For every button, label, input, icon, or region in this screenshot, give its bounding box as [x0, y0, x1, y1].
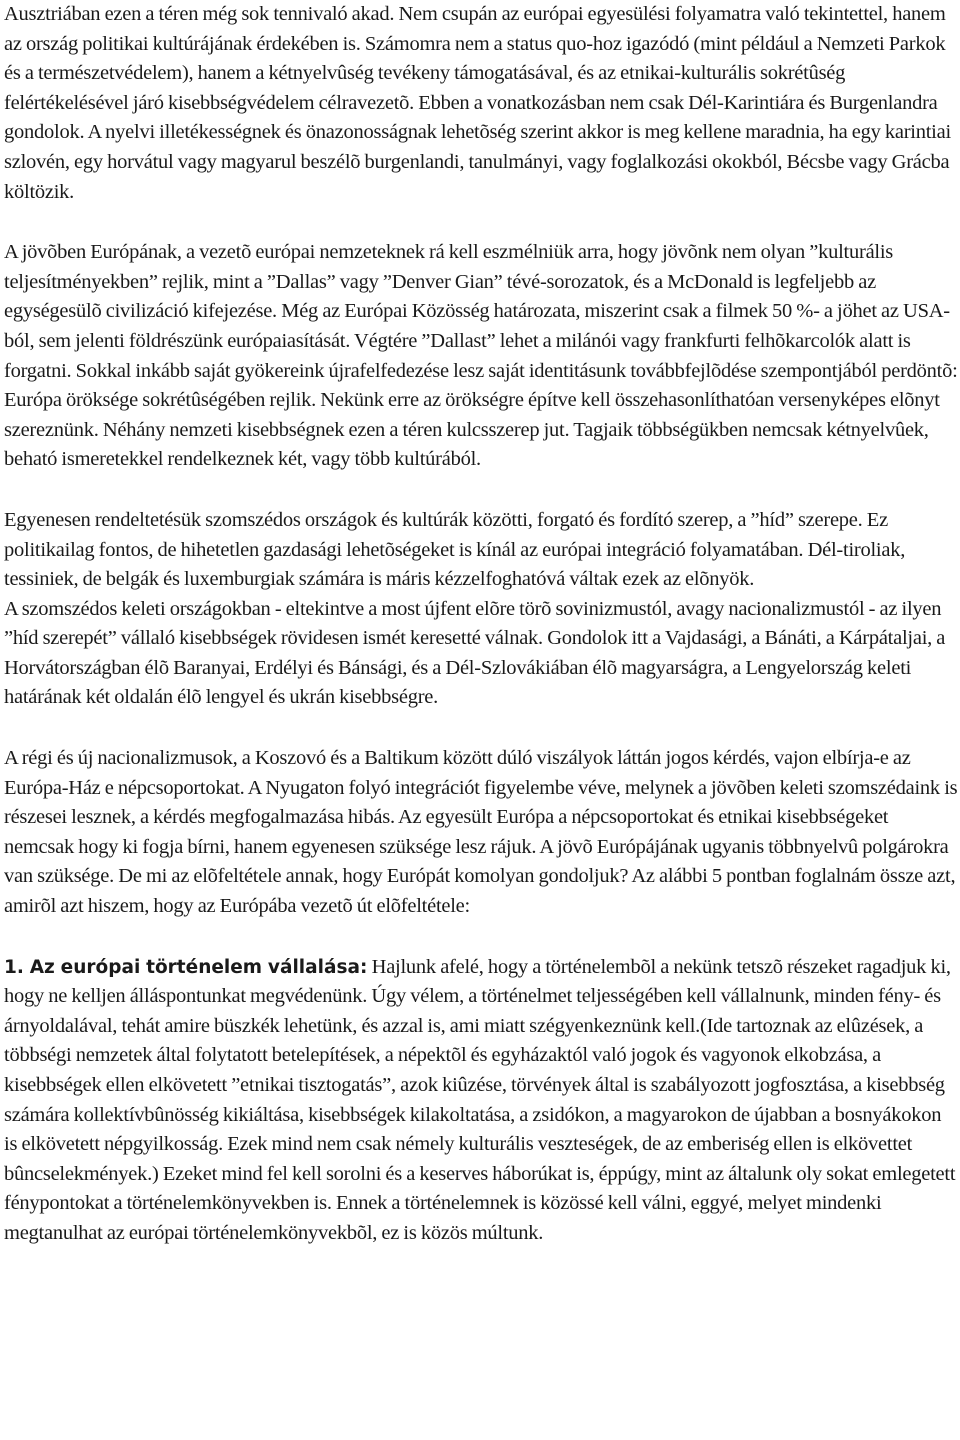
paragraph-spacer — [4, 475, 958, 506]
document-body — [4, 0, 958, 1249]
point-1-text: Hajlunk afelé, hogy a történelembõl a nekünk tetszõ részeket ragadjuk ki, hogy ne kelljen álláspontunkat megvédenünk. Úgy vélem, a történelmet teljességében kell vállalnunk, minden fény- és árnyoldalával, tehát amire büszkék lehetünk, és azzal is, ami miatt szégyenkeznünk kell.(Ide tartoznak az elûzések, a többségi nemzetek által folytatott betelepítések, a népektõl és egyházaktól való jogok és vagyonok elkobzása, a kisebbségek ellen elkövetett ”etnikai tisztogatás”, azok kiûzése, törvények által is szabályozott jogfosztása, a kisebbség számára kollektívbûnösség kikiáltása, kisebbségek kilakoltatása, a zsidókon, a magyarokon de újabban a bosnyákokon is elkövetett népgyilkosság. Ezek mind nem csak némely kulturális veszteségek, de az emberiség ellen is elkövettet bûncselekmények.) Ezeket mind fel kell sorolni és a keserves háborúkat is, éppúgy, mint az általunk oly sokat emlegetett fénypontokat a történelemkönyvekben is. Ennek a történelemnek is közössé kell válni, eggyé, melyet mindenki megtanulhat az európai történelemkönyvekbõl, ez is közös múltunk. — [4, 955, 956, 1244]
point-1-heading: 1. Az európai történelem vállalása: — [4, 956, 368, 978]
paragraph-spacer — [4, 207, 958, 238]
paragraph-spacer — [4, 922, 958, 953]
paragraph-nationalisms: A régi és új nacionalizmusok, a Koszovó és a Baltikum között dúló viszályok láttán jogos kérdés, vajon elbírja-e az Európa-Ház e népcsoportokat. A Nyugaton folyó integrációt figyelembe véve, melynek a jövõben keleti szomszédaink is részesei lesznek, a kérdés megfogalmazása hibás. Az egyesült Európa a népcsoportokat és etnikai kisebbségeket nemcsak hogy ki fogja bírni, hanem egyenesen szüksége lesz rájuk. A jövõ Európájának ugyanis többnyelvû polgárokra van szüksége. De mi az elõfeltétele annak, hogy Európát komolyan gondoljuk? Az alábbi 5 pontban foglalnám össze azt, amirõl azt hiszem, hogy az Európába vezetõ út elõfeltétele: — [4, 747, 958, 918]
paragraph-european-culture: A jövõben Európának, a vezetõ európai nemzeteknek rá kell eszmélniük arra, hogy jövõnk nem olyan ”kulturális teljesítményekben” rejlik, mint a ”Dallas” vagy ”Denver Gian” tévé-sorozatok, és a McDonald is legfeljebb az egységesülõ civilizáció kifejezése. Még az Európai Közösség határozata, miszerint csak a filmek 50 %- a jöhet az USA- ból, sem jelenti földrészünk európaiasítását. Végtére ”Dallast” lehet a milánói vagy frankfurti felhõkarcolók alatt is forgatni. Sokkal inkább saját gyökereink újrafelfedezése lesz saját identitásunk továbbfejlõdése szempontjából perdöntõ: Európa öröksége sokrétûségében rejlik. Nekünk erre az örökségre építve kell összehasonlíthatóan versenyképes elõnyt szereznünk. Néhány nemzeti kisebbségnek ezen a téren kulcsszerep jut. Tagjaik többségükben nemcsak kétnyelvûek, beható ismeretekkel rendelkeznek két, vagy több kultúrából. — [4, 241, 958, 471]
paragraph-point-1 — [4, 953, 958, 1249]
paragraph-eastern-neighbours: A szomszédos keleti országokban - eltekintve a most újfent elõre törõ sovinizmustól, avagy nacionalizmustól - az ilyen ”híd szerepét” vállaló kisebbségek rövidesen ismét keresetté válnak. Gondolok itt a Vajdasági, a Bánáti, a Kárpátaljai, a Horvátországban élõ Baranyai, Erdélyi és Bánsági, és a Dél-Szlovákiában élõ magyarságra, a Lengyelország keleti határának két oldalán élõ lengyel és ukrán kisebbségre. — [4, 597, 946, 709]
paragraph-spacer — [4, 713, 958, 744]
paragraph-bridge-role: Egyenesen rendeltetésük szomszédos országok és kultúrák közötti, forgató és fordító szerep, a ”híd” szerepe. Ez politikailag fontos, de hihetetlen gazdasági lehetõségeket is kínál az európai integráció folyamatában. Dél-tiroliak, tessiniek, de belgák és luxemburgiak számára is máris kézzelfoghatóvá váltak ezek az elõnyök. — [4, 508, 906, 591]
paragraph-austria-minorities: Ausztriában ezen a téren még sok tennivaló akad. Nem csupán az európai egyesülési folyamatra való tekintettel, hanem az ország politikai kultúrájának érdekében is. Számomra nem a status quo-hoz igazódó (mint például a Nemzeti Parkok és a természetvédelem), hanem a kétnyelvûség tevékeny támogatásával, és az etnikai-kulturális sokrétûség felértékelésével járó kisebbségvédelem célravezetõ. Ebben a vonatkozásban nem csak Dél-Karintiára és Burgenlandra gondolok. A nyelvi illetékességnek és önazonosságnak lehetõség szerint akkor is meg kellene maradnia, ha egy karintiai szlovén, egy horvátul vagy magyarul beszélõ burgenlandi, tanulmányi, vagy foglalkozási okokból, Bécsbe vagy Grácba költözik. — [4, 3, 951, 203]
